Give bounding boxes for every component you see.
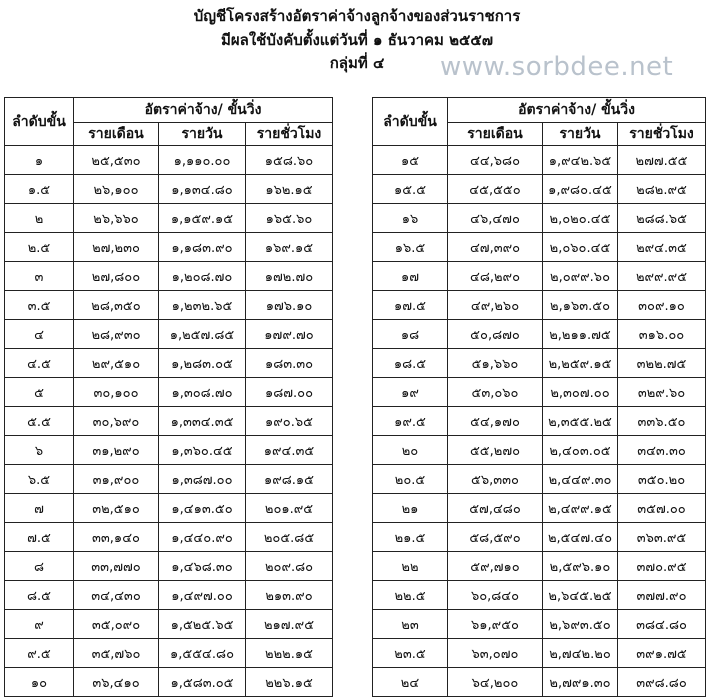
table-row <box>5 465 333 494</box>
cell-monthly: ๕๓,๐๖๐ <box>448 378 543 407</box>
cell-daily: ๒,๗๔๒.๒๐ <box>543 639 618 668</box>
cell-step: ๒๐ <box>373 436 448 465</box>
header-daily: รายวัน <box>543 123 618 146</box>
cell-monthly: ๒๗,๒๓๐ <box>74 233 159 262</box>
cell-daily: ๑,๑๕๙.๑๕ <box>159 204 246 233</box>
cell-daily: ๑,๑๘๓.๙๐ <box>159 233 246 262</box>
table-row <box>373 552 706 581</box>
cell-monthly: ๔๙,๒๖๐ <box>448 291 543 320</box>
cell-daily: ๑,๒๘๓.๐๕ <box>159 349 246 378</box>
cell-step: ๑๖ <box>373 204 448 233</box>
table-row <box>373 204 706 233</box>
cell-monthly: ๓๐,๑๐๐ <box>74 378 159 407</box>
cell-step: ๖ <box>5 436 74 465</box>
cell-step: ๑๖.๕ <box>373 233 448 262</box>
cell-monthly: ๓๑,๙๐๐ <box>74 465 159 494</box>
cell-step: ๖.๕ <box>5 465 74 494</box>
table-row <box>5 523 333 552</box>
table-row <box>5 175 333 204</box>
table-row <box>373 233 706 262</box>
cell-hourly: ๑๗๖.๑๐ <box>246 291 333 320</box>
wage-table-left <box>4 97 333 697</box>
cell-daily: ๒,๖๔๕.๒๕ <box>543 581 618 610</box>
cell-hourly: ๓๔๓.๓๐ <box>618 436 706 465</box>
cell-monthly: ๔๔,๖๘๐ <box>448 146 543 175</box>
cell-hourly: ๑๙๐.๖๕ <box>246 407 333 436</box>
cell-daily: ๑,๓๘๗.๐๐ <box>159 465 246 494</box>
cell-monthly: ๒๘,๓๕๐ <box>74 291 159 320</box>
table-row <box>373 175 706 204</box>
table-row <box>373 262 706 291</box>
cell-step: ๑.๕ <box>5 175 74 204</box>
cell-monthly: ๓๕,๐๙๐ <box>74 610 159 639</box>
table-row <box>5 349 333 378</box>
cell-daily: ๑,๔๙๗.๐๐ <box>159 581 246 610</box>
cell-monthly: ๒๗,๘๐๐ <box>74 262 159 291</box>
cell-daily: ๒,๕๔๗.๔๐ <box>543 523 618 552</box>
cell-step: ๑๘ <box>373 320 448 349</box>
cell-step: ๒๒ <box>373 552 448 581</box>
cell-monthly: ๖๑,๙๕๐ <box>448 610 543 639</box>
table-row <box>5 204 333 233</box>
cell-hourly: ๑๖๒.๑๕ <box>246 175 333 204</box>
cell-monthly: ๓๖,๔๑๐ <box>74 668 159 697</box>
table-row <box>5 581 333 610</box>
table-row <box>373 407 706 436</box>
cell-hourly: ๓๒๒.๗๕ <box>618 349 706 378</box>
cell-monthly: ๕๖,๓๓๐ <box>448 465 543 494</box>
table-row <box>373 581 706 610</box>
title-line-1: บัญชีโครงสร้างอัตราค่าจ้างลูกจ้างของส่วนราชการ <box>193 7 521 25</box>
cell-hourly: ๒๗๗.๕๕ <box>618 146 706 175</box>
table-row <box>373 436 706 465</box>
cell-daily: ๑,๕๕๔.๘๐ <box>159 639 246 668</box>
cell-daily: ๑,๔๔๐.๙๐ <box>159 523 246 552</box>
cell-monthly: ๕๔,๑๗๐ <box>448 407 543 436</box>
cell-step: ๔ <box>5 320 74 349</box>
cell-daily: ๑,๔๑๓.๕๐ <box>159 494 246 523</box>
cell-daily: ๑,๑๓๔.๘๐ <box>159 175 246 204</box>
table-row <box>373 320 706 349</box>
cell-daily: ๒,๒๕๙.๑๕ <box>543 349 618 378</box>
table-row <box>5 436 333 465</box>
cell-hourly: ๑๙๔.๓๕ <box>246 436 333 465</box>
cell-step: ๘ <box>5 552 74 581</box>
cell-hourly: ๑๕๘.๖๐ <box>246 146 333 175</box>
cell-step: ๙.๕ <box>5 639 74 668</box>
cell-step: ๑๙.๕ <box>373 407 448 436</box>
cell-daily: ๒,๓๕๕.๒๕ <box>543 407 618 436</box>
cell-step: ๘.๕ <box>5 581 74 610</box>
table-row <box>5 320 333 349</box>
table-row <box>5 494 333 523</box>
cell-step: ๒๑.๕ <box>373 523 448 552</box>
cell-monthly: ๒๖,๖๖๐ <box>74 204 159 233</box>
table-row <box>373 291 706 320</box>
title-line-2: มีผลใช้บังคับตั้งแต่วันที่ ๑ ธันวาคม ๒๕๕๗ <box>220 31 494 49</box>
cell-step: ๑๕.๕ <box>373 175 448 204</box>
cell-hourly: ๓๓๖.๕๐ <box>618 407 706 436</box>
cell-monthly: ๕๙,๗๑๐ <box>448 552 543 581</box>
cell-daily: ๒,๔๔๙.๓๐ <box>543 465 618 494</box>
cell-monthly: ๖๓,๐๗๐ <box>448 639 543 668</box>
cell-step: ๑๙ <box>373 378 448 407</box>
cell-daily: ๑,๑๑๐.๐๐ <box>159 146 246 175</box>
header-hourly: รายชั่วโมง <box>618 123 706 146</box>
cell-daily: ๒,๐๖๐.๔๕ <box>543 233 618 262</box>
cell-step: ๕.๕ <box>5 407 74 436</box>
cell-daily: ๑,๓๖๐.๔๕ <box>159 436 246 465</box>
header-step: ลำดับขั้น <box>373 98 448 146</box>
cell-step: ๒๔ <box>373 668 448 697</box>
cell-daily: ๑,๒๕๗.๘๕ <box>159 320 246 349</box>
cell-hourly: ๒๑๗.๙๕ <box>246 610 333 639</box>
cell-monthly: ๔๗,๓๙๐ <box>448 233 543 262</box>
cell-hourly: ๓๕๗.๐๐ <box>618 494 706 523</box>
header-rate: อัตราค่าจ้าง/ ขั้นวิ่ง <box>448 98 706 123</box>
cell-step: ๑ <box>5 146 74 175</box>
cell-daily: ๑,๕๘๓.๐๕ <box>159 668 246 697</box>
table-row <box>373 378 706 407</box>
table-row <box>373 494 706 523</box>
cell-hourly: ๓๖๓.๙๕ <box>618 523 706 552</box>
cell-hourly: ๒๒๖.๑๕ <box>246 668 333 697</box>
cell-hourly: ๑๖๙.๑๕ <box>246 233 333 262</box>
cell-hourly: ๒๙๙.๙๕ <box>618 262 706 291</box>
table-row <box>5 407 333 436</box>
cell-step: ๒๓.๕ <box>373 639 448 668</box>
table-row <box>373 349 706 378</box>
cell-hourly: ๒๐๕.๘๕ <box>246 523 333 552</box>
cell-hourly: ๒๑๓.๙๐ <box>246 581 333 610</box>
header-rate: อัตราค่าจ้าง/ ขั้นวิ่ง <box>74 98 333 123</box>
cell-hourly: ๓๘๔.๘๐ <box>618 610 706 639</box>
cell-monthly: ๓๑,๒๙๐ <box>74 436 159 465</box>
table-row <box>5 146 333 175</box>
table-row <box>373 610 706 639</box>
cell-hourly: ๒๒๒.๑๕ <box>246 639 333 668</box>
cell-daily: ๒,๐๙๙.๖๐ <box>543 262 618 291</box>
cell-monthly: ๓๔,๔๓๐ <box>74 581 159 610</box>
cell-step: ๒๑ <box>373 494 448 523</box>
cell-hourly: ๓๗๗.๙๐ <box>618 581 706 610</box>
cell-daily: ๑,๙๔๒.๖๕ <box>543 146 618 175</box>
table-row <box>373 639 706 668</box>
cell-daily: ๒,๔๙๙.๑๕ <box>543 494 618 523</box>
cell-step: ๒.๕ <box>5 233 74 262</box>
table-row <box>5 378 333 407</box>
cell-monthly: ๒๙,๕๑๐ <box>74 349 159 378</box>
title-line-3: กลุ่มที่ ๔ <box>329 54 385 72</box>
cell-hourly: ๒๐๑.๙๕ <box>246 494 333 523</box>
cell-step: ๑๕ <box>373 146 448 175</box>
cell-monthly: ๒๘,๙๓๐ <box>74 320 159 349</box>
cell-step: ๔.๕ <box>5 349 74 378</box>
cell-monthly: ๒๕,๕๓๐ <box>74 146 159 175</box>
cell-daily: ๑,๙๘๐.๔๕ <box>543 175 618 204</box>
cell-step: ๗.๕ <box>5 523 74 552</box>
cell-monthly: ๕๘,๕๙๐ <box>448 523 543 552</box>
table-row <box>5 610 333 639</box>
cell-step: ๓ <box>5 262 74 291</box>
cell-step: ๑๘.๕ <box>373 349 448 378</box>
cell-hourly: ๓๙๘.๘๐ <box>618 668 706 697</box>
cell-step: ๒๒.๕ <box>373 581 448 610</box>
cell-monthly: ๕๑,๖๖๐ <box>448 349 543 378</box>
cell-hourly: ๑๘๗.๐๐ <box>246 378 333 407</box>
cell-daily: ๒,๑๖๓.๕๐ <box>543 291 618 320</box>
cell-daily: ๒,๓๐๗.๐๐ <box>543 378 618 407</box>
cell-monthly: ๓๓,๗๗๐ <box>74 552 159 581</box>
cell-monthly: ๔๖,๔๗๐ <box>448 204 543 233</box>
table-row <box>373 668 706 697</box>
header-monthly: รายเดือน <box>448 123 543 146</box>
table-row <box>5 552 333 581</box>
cell-step: ๑๗ <box>373 262 448 291</box>
cell-monthly: ๔๘,๒๙๐ <box>448 262 543 291</box>
cell-hourly: ๒๘๘.๖๕ <box>618 204 706 233</box>
cell-hourly: ๑๗๒.๗๐ <box>246 262 333 291</box>
cell-daily: ๑,๓๓๔.๓๕ <box>159 407 246 436</box>
cell-daily: ๑,๔๖๘.๓๐ <box>159 552 246 581</box>
cell-step: ๕ <box>5 378 74 407</box>
cell-monthly: ๓๒,๕๑๐ <box>74 494 159 523</box>
cell-hourly: ๓๑๖.๐๐ <box>618 320 706 349</box>
header-monthly: รายเดือน <box>74 123 159 146</box>
header-hourly: รายชั่วโมง <box>246 123 333 146</box>
cell-step: ๒๓ <box>373 610 448 639</box>
cell-hourly: ๓๙๑.๗๕ <box>618 639 706 668</box>
cell-daily: ๒,๗๙๑.๓๐ <box>543 668 618 697</box>
cell-monthly: ๔๕,๕๕๐ <box>448 175 543 204</box>
cell-daily: ๑,๕๒๕.๖๕ <box>159 610 246 639</box>
cell-daily: ๒,๒๑๑.๗๕ <box>543 320 618 349</box>
cell-daily: ๒,๕๙๖.๑๐ <box>543 552 618 581</box>
cell-daily: ๑,๒๓๒.๖๕ <box>159 291 246 320</box>
wage-table-right <box>372 97 706 697</box>
cell-step: ๑๐ <box>5 668 74 697</box>
cell-hourly: ๒๐๙.๘๐ <box>246 552 333 581</box>
cell-monthly: ๕๕,๒๗๐ <box>448 436 543 465</box>
table-row <box>373 146 706 175</box>
cell-step: ๗ <box>5 494 74 523</box>
cell-step: ๑๗.๕ <box>373 291 448 320</box>
header-step: ลำดับขั้น <box>5 98 74 146</box>
cell-hourly: ๑๖๕.๖๐ <box>246 204 333 233</box>
cell-monthly: ๓๕,๗๖๐ <box>74 639 159 668</box>
table-row <box>5 668 333 697</box>
table-row <box>373 523 706 552</box>
cell-step: ๓.๕ <box>5 291 74 320</box>
cell-hourly: ๑๘๓.๓๐ <box>246 349 333 378</box>
table-row <box>5 262 333 291</box>
table-row <box>5 291 333 320</box>
cell-hourly: ๓๕๐.๒๐ <box>618 465 706 494</box>
cell-hourly: ๓๐๙.๑๐ <box>618 291 706 320</box>
cell-step: ๙ <box>5 610 74 639</box>
header-daily: รายวัน <box>159 123 246 146</box>
table-row <box>373 465 706 494</box>
cell-hourly: ๑๙๘.๑๕ <box>246 465 333 494</box>
cell-hourly: ๒๙๔.๓๕ <box>618 233 706 262</box>
cell-monthly: ๖๐,๘๔๐ <box>448 581 543 610</box>
cell-hourly: ๓๒๙.๖๐ <box>618 378 706 407</box>
cell-monthly: ๓๐,๖๙๐ <box>74 407 159 436</box>
cell-hourly: ๒๘๒.๙๕ <box>618 175 706 204</box>
cell-daily: ๑,๒๐๘.๗๐ <box>159 262 246 291</box>
cell-daily: ๒,๐๒๐.๔๕ <box>543 204 618 233</box>
cell-hourly: ๑๗๙.๗๐ <box>246 320 333 349</box>
cell-daily: ๒,๖๙๓.๕๐ <box>543 610 618 639</box>
cell-daily: ๑,๓๐๘.๗๐ <box>159 378 246 407</box>
watermark: www.sorbdee.net <box>440 52 674 82</box>
cell-monthly: ๓๓,๑๔๐ <box>74 523 159 552</box>
cell-step: ๒๐.๕ <box>373 465 448 494</box>
cell-monthly: ๒๖,๑๐๐ <box>74 175 159 204</box>
cell-hourly: ๓๗๐.๙๕ <box>618 552 706 581</box>
cell-monthly: ๖๔,๒๐๐ <box>448 668 543 697</box>
cell-monthly: ๕๐,๘๗๐ <box>448 320 543 349</box>
cell-step: ๒ <box>5 204 74 233</box>
cell-daily: ๒,๔๐๓.๐๕ <box>543 436 618 465</box>
table-row <box>5 233 333 262</box>
cell-monthly: ๕๗,๔๘๐ <box>448 494 543 523</box>
table-row <box>5 639 333 668</box>
